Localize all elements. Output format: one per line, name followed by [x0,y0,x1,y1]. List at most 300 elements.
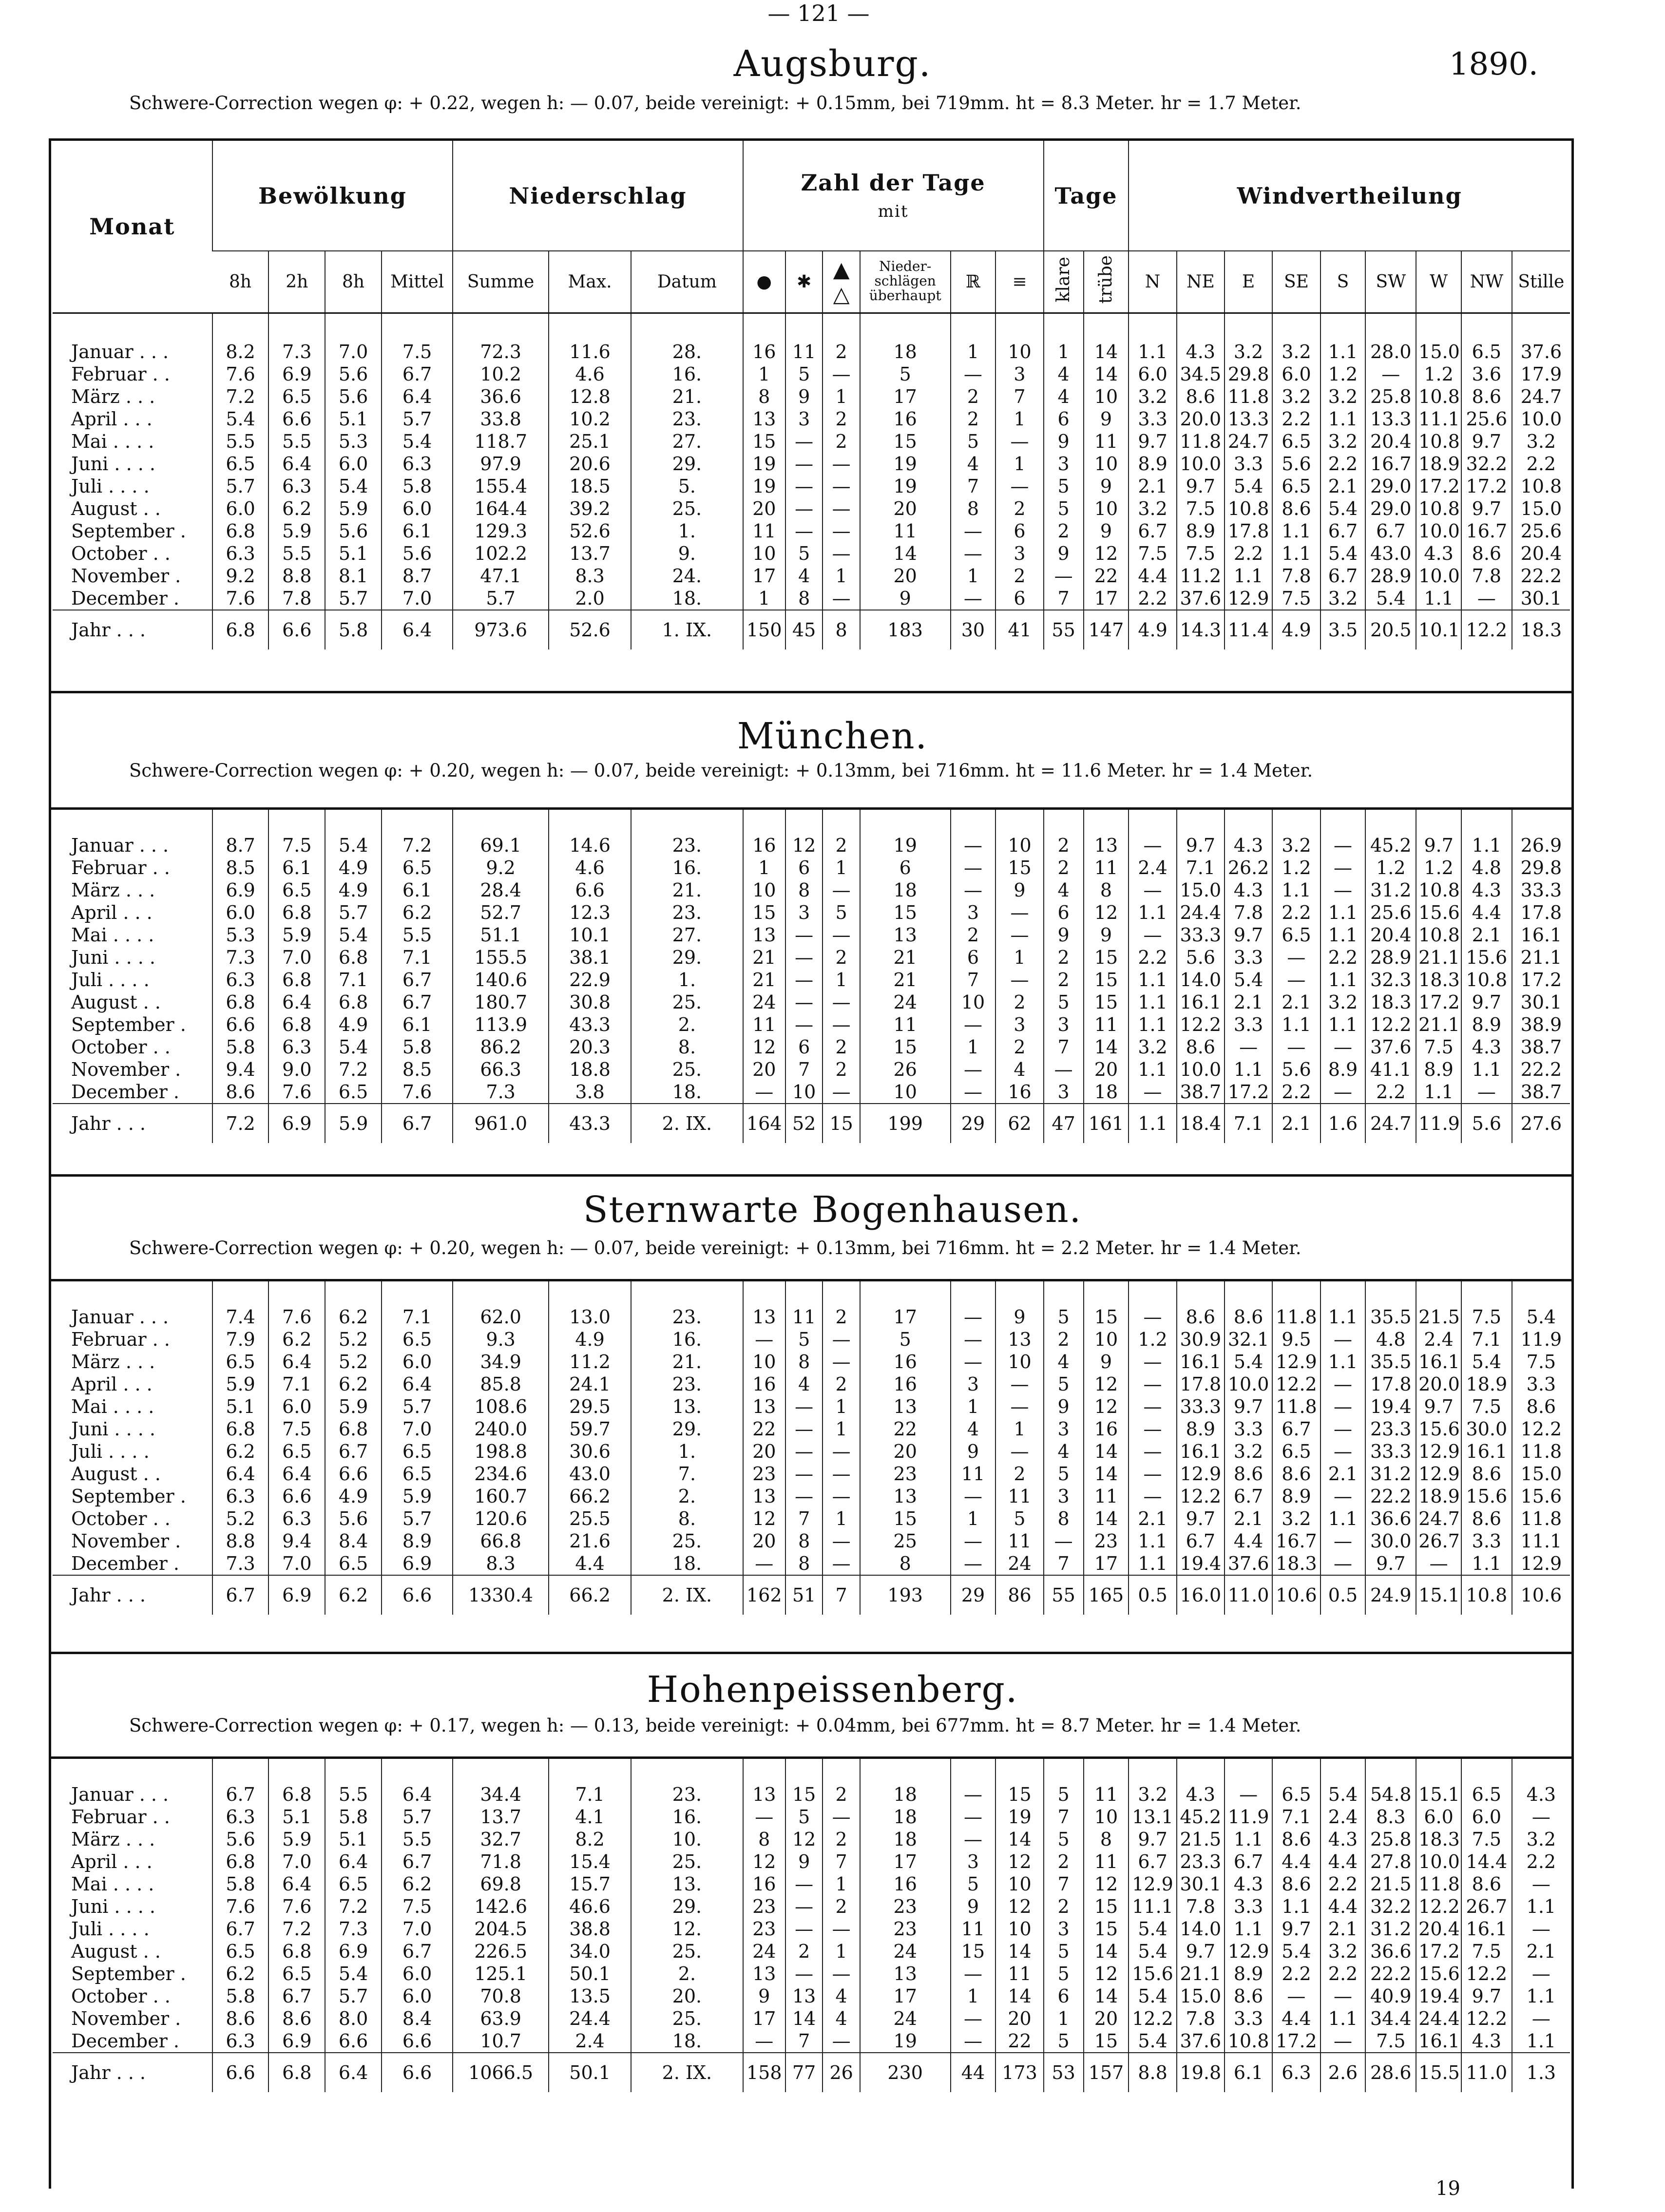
table-cell: 5.7 [382,1507,453,1530]
table-cell: 3.8 [549,1081,631,1104]
table-cell: 15.6 [1129,1963,1176,1985]
table-row [53,2030,1570,2053]
table-cell: 5.4 [1129,1940,1176,1963]
table-cell: 5.9 [212,1373,269,1395]
table-cell: 2 [995,1036,1043,1058]
table-cell: 66.3 [453,1058,549,1081]
table-cell: 8. [631,1507,743,1530]
table-cell: 19 [860,2030,951,2053]
table-cell: 165 [1084,1575,1129,1615]
table-cell: 4.4 [1272,2007,1320,2030]
table-cell: 3 [995,542,1043,565]
table-cell: 10 [995,313,1043,363]
table-cell: 7.6 [382,1081,453,1104]
month-label: December . [71,2030,179,2052]
table-cell: 2 [823,1036,860,1058]
table-cell: 1.2 [1365,857,1416,879]
table-cell: 6.2 [325,1279,382,1328]
table-cell: 1.1 [1321,1279,1366,1328]
table-cell: 43.3 [549,1013,631,1036]
col-summe: Summe [453,251,549,313]
table-cell: 15.1 [1416,1756,1461,1806]
station-table-muenchen [53,807,1570,1143]
station-correction-bogenhausen: Schwere-Correction wegen φ: + 0.20, wegen h: — 0.07, beide vereinigt: + 0.13mm, bei 716mm. ht = 2.2 Meter. hr = 1.4 Meter. [129,1238,1301,1259]
table-row-jahr [53,1575,1570,1615]
table-cell: 70.8 [453,1985,549,2007]
table-cell: 31.2 [1365,879,1416,901]
table-cell: 3.3 [1461,1530,1512,1552]
table-cell: 199 [860,1104,951,1143]
table-cell: 3 [1044,453,1084,475]
table-cell: 15 [743,901,785,924]
table-cell: 9 [1044,542,1084,565]
table-cell: 10 [1084,1806,1129,1828]
month-label: Mai . . . . [71,924,154,946]
table-cell: 16 [743,1373,785,1395]
table-cell: 29. [631,946,743,969]
station-correction-muenchen: Schwere-Correction wegen φ: + 0.20, wegen h: — 0.07, beide vereinigt: + 0.13mm, bei 716mm. ht = 11.6 Meter. hr = 1.4 Meter. [129,760,1313,781]
table-cell: 4.4 [1225,1530,1272,1552]
table-cell: — [995,475,1043,497]
table-cell: 26.2 [1225,857,1272,879]
table-cell: 7.0 [268,1850,325,1873]
table-cell: 18.3 [1416,1828,1461,1850]
table-cell: 6.5 [1461,1756,1512,1806]
table-cell: 50.1 [549,2053,631,2092]
table-cell: 5.4 [1129,2030,1176,2053]
table-cell: 16 [743,1873,785,1895]
table-cell: 6.9 [212,879,269,901]
table-cell: 16 [1084,1418,1129,1440]
rain-icon: ● [743,251,785,313]
table-cell: 2. IX. [631,2053,743,2092]
table-cell: 10.2 [453,363,549,385]
table-cell: 3.2 [1512,430,1570,453]
table-cell: 13.5 [549,1985,631,2007]
table-cell: 13 [860,924,951,946]
table-cell: 1.1 [1321,924,1366,946]
table-cell: 7.6 [212,1895,269,1918]
table-cell: 7.5 [382,1895,453,1918]
table-cell: — [1129,1373,1176,1395]
table-cell: 17.9 [1512,363,1570,385]
table-cell: 7 [823,1850,860,1873]
table-cell: — [1321,1440,1366,1463]
table-cell: — [743,1081,785,1104]
table-cell: — [1512,1806,1570,1828]
table-cell: 3.3 [1512,1373,1570,1395]
table-cell: 14.4 [1461,1850,1512,1873]
table-cell: — [785,1463,823,1485]
table-cell: 7. [631,1463,743,1485]
table-cell: 1.1 [1129,1013,1176,1036]
month-label: Juni . . . . [71,1896,155,1917]
table-cell: 5.2 [325,1351,382,1373]
table-cell: 5.4 [382,430,453,453]
table-cell: 16.1 [1177,1351,1225,1373]
table-cell: 15 [823,1104,860,1143]
col-wind-w: W [1416,251,1461,313]
table-cell: 6.3 [212,969,269,991]
table-cell: 17 [1084,1552,1129,1575]
table-cell: 14 [1084,1940,1129,1963]
table-cell: 69.8 [453,1873,549,1895]
table-cell: 7.5 [1461,1279,1512,1328]
table-cell: 24.7 [1225,430,1272,453]
month-label: Februar . . [71,1806,170,1828]
table-cell: — [785,1873,823,1895]
table-cell: 6.1 [382,520,453,542]
table-cell: 2.2 [1321,946,1366,969]
month-label: Februar . . [71,857,170,878]
table-cell: 10.8 [1416,924,1461,946]
table-cell: 7.1 [549,1756,631,1806]
table-cell: 26.9 [1512,807,1570,857]
table-cell: 29 [951,1575,996,1615]
table-cell: 11.2 [1177,565,1225,587]
table-cell: 11.9 [1512,1328,1570,1351]
table-cell: 6.8 [212,1850,269,1873]
table-cell: — [1044,1530,1084,1552]
section-divider [49,691,1574,693]
table-row [53,1828,1570,1850]
table-cell: 12 [1084,901,1129,924]
table-cell: 6.7 [382,991,453,1013]
table-cell: 6.9 [325,1940,382,1963]
month-label: April . . . [71,1851,153,1872]
table-cell: 7.5 [1129,542,1176,565]
table-cell: 2 [785,1940,823,1963]
table-cell: 13 [860,1395,951,1418]
table-cell: 8 [785,1552,823,1575]
table-cell: 23. [631,1756,743,1806]
table-cell: 3.2 [1321,587,1366,610]
table-cell: 12 [1084,1373,1129,1395]
table-cell: 1330.4 [453,1575,549,1615]
table-cell: 7 [951,969,996,991]
table-cell: 9.7 [1461,430,1512,453]
table-cell: 8 [1084,1828,1129,1850]
table-cell: — [823,475,860,497]
table-cell: 26 [823,2053,860,2092]
table-cell: 2.1 [1129,475,1176,497]
table-cell: 5.4 [1225,1351,1272,1373]
table-cell: 4.3 [1177,313,1225,363]
table-cell: 15.6 [1416,1963,1461,1985]
table-cell: 15 [1084,1279,1129,1328]
table-cell: 6.8 [212,610,269,649]
table-cell: 1 [823,1873,860,1895]
table-cell: 150 [743,610,785,649]
table-cell: 6.5 [382,1328,453,1351]
table-cell: 125.1 [453,1963,549,1985]
table-cell: 12. [631,1918,743,1940]
table-cell: 1.1 [1129,1552,1176,1575]
table-cell: 7.5 [1512,1351,1570,1373]
table-cell: 1 [951,1036,996,1058]
fog-icon: ≡ [995,251,1043,313]
table-cell: 5.4 [1321,1756,1366,1806]
table-cell: — [1461,587,1512,610]
table-cell: — [785,924,823,946]
table-cell: 3 [951,901,996,924]
table-cell: 63.9 [453,2007,549,2030]
table-cell: 7.2 [212,1104,269,1143]
table-cell: 6.5 [268,879,325,901]
table-cell: 8.4 [325,1530,382,1552]
month-label: Jahr . . . [53,610,212,649]
table-cell: 4.3 [1225,807,1272,857]
table-cell: 21.5 [1177,1828,1225,1850]
table-cell: 5.6 [1272,1058,1320,1081]
table-cell: 21 [860,969,951,991]
table-cell: 6.5 [382,857,453,879]
table-cell: 19 [860,453,951,475]
table-cell: 12 [785,807,823,857]
table-cell: 8 [1044,1507,1084,1530]
table-cell: 7.3 [268,313,325,363]
table-cell: 10 [743,1351,785,1373]
table-cell: — [1129,1279,1176,1328]
table-cell: 19 [743,453,785,475]
table-cell: 19.4 [1416,1985,1461,2007]
table-cell: 33.3 [1365,1440,1416,1463]
table-cell: 28.4 [453,879,549,901]
table-cell: 17 [1084,587,1129,610]
table-cell: 3.2 [1129,1756,1176,1806]
table-cell: 12 [785,1828,823,1850]
table-cell: 14.3 [1177,610,1225,649]
table-cell: 6.6 [325,2030,382,2053]
table-cell: — [823,1918,860,1940]
table-cell: 2 [823,946,860,969]
table-cell: 21 [860,946,951,969]
table-cell: 12.2 [1272,1373,1320,1395]
table-cell: 16 [743,313,785,363]
table-cell: — [823,924,860,946]
month-label: November . [71,565,181,587]
table-cell: 30 [951,610,996,649]
table-cell: 2.1 [1272,991,1320,1013]
table-cell: 37.6 [1512,313,1570,363]
table-cell: 8.3 [549,565,631,587]
table-cell: 9.7 [1177,1940,1225,1963]
table-cell: 6.7 [382,969,453,991]
table-cell: 15 [743,430,785,453]
section-divider [49,807,1574,810]
table-cell: — [951,1081,996,1104]
table-cell: 5.4 [212,408,269,430]
table-cell: 45 [785,610,823,649]
month-label: Juli . . . . [71,476,150,497]
table-cell: 20 [743,1440,785,1463]
table-cell: 6.0 [325,453,382,475]
table-cell: 1.1 [1512,1985,1570,2007]
table-cell: 34.0 [549,1940,631,1963]
table-cell: 6.1 [382,879,453,901]
table-cell: 6.0 [1416,1806,1461,1828]
table-cell: 13 [743,1395,785,1418]
table-cell: 2.2 [1272,901,1320,924]
table-cell: 973.6 [453,610,549,649]
table-cell: — [1321,1081,1366,1104]
table-cell: 6 [1044,901,1084,924]
table-cell: 6.5 [1461,313,1512,363]
table-cell: 1.1 [1129,313,1176,363]
table-cell: 6.2 [212,1440,269,1463]
niederschlaege-label: Nieder-schlägen überhaupt [869,258,941,304]
table-cell: 71.8 [453,1850,549,1873]
table-cell: 8.9 [1461,1013,1512,1036]
table-cell: 8.6 [1177,1036,1225,1058]
table-cell: 29. [631,1895,743,1918]
table-cell: 17 [860,1850,951,1873]
table-cell: 8 [743,385,785,408]
table-cell: 11.4 [1225,610,1272,649]
table-cell: 24 [860,2007,951,2030]
table-cell: 11 [785,313,823,363]
table-cell: 3.2 [1321,1940,1366,1963]
table-cell: 5.8 [212,1873,269,1895]
table-cell: 10 [1084,453,1129,475]
table-cell: 7.0 [382,1418,453,1440]
col-mittel: Mittel [382,251,453,313]
table-cell: 19 [743,475,785,497]
month-label: December . [71,588,179,609]
table-cell: 14 [785,2007,823,2030]
table-cell: 15 [860,1507,951,1530]
table-cell: 7 [1044,1806,1084,1828]
table-cell: 8.6 [1225,1279,1272,1328]
table-cell: 8.8 [1129,2053,1176,2092]
table-cell: 16 [860,1351,951,1373]
table-cell: 20.4 [1416,1918,1461,1940]
table-cell: 52.6 [549,610,631,649]
table-cell: 7.8 [1177,1895,1225,1918]
table-cell: 6.2 [268,1328,325,1351]
table-cell: 1 [951,565,996,587]
table-cell: 118.7 [453,430,549,453]
table-cell: — [1129,1463,1176,1485]
table-cell: 23 [860,1918,951,1940]
table-cell: 2. [631,1963,743,1985]
table-cell: 11 [1084,430,1129,453]
col-max: Max. [549,251,631,313]
table-cell: 6.7 [212,1756,269,1806]
table-cell: 23 [743,1918,785,1940]
table-cell: 13 [995,1328,1043,1351]
table-cell: 6.5 [212,453,269,475]
table-cell: 7.8 [1225,901,1272,924]
table-cell: 1.1 [1272,1013,1320,1036]
table-cell: 1.2 [1416,857,1461,879]
table-cell: 21.1 [1512,946,1570,969]
table-cell: 7.0 [382,1918,453,1940]
table-cell: 9 [1044,430,1084,453]
table-cell: — [785,1418,823,1440]
table-row [53,901,1570,924]
table-cell: 14.6 [549,807,631,857]
table-cell: 12 [995,1895,1043,1918]
table-cell: 6.0 [382,1985,453,2007]
table-cell: 2.2 [1512,453,1570,475]
table-cell: 11 [1084,1756,1129,1806]
col-header-tage: Tage [1044,141,1129,251]
table-cell: 4 [1044,879,1084,901]
table-cell: 6.0 [1129,363,1176,385]
table-cell: 5.3 [325,430,382,453]
table-cell: 2 [951,408,996,430]
table-cell: 15.6 [1461,1485,1512,1507]
table-row [53,1806,1570,1828]
col-2h: 2h [268,251,325,313]
table-cell: 1.1 [1129,991,1176,1013]
table-cell: 1.1 [1321,1351,1366,1373]
table-cell: 6.1 [268,857,325,879]
table-row [53,1440,1570,1463]
table-cell: 2.2 [1129,587,1176,610]
table-cell: 180.7 [453,991,549,1013]
table-cell: 35.5 [1365,1279,1416,1328]
table-cell: 34.5 [1177,363,1225,385]
table-cell: 8.6 [1177,1279,1225,1328]
table-cell: 29. [631,453,743,475]
table-cell: 17 [743,2007,785,2030]
table-cell: 3.3 [1225,1013,1272,1036]
table-cell: 24 [743,1940,785,1963]
table-cell: 4.3 [1321,1828,1366,1850]
table-cell: 9 [1084,520,1129,542]
month-label: April . . . [71,408,153,430]
col-wind-e: E [1225,251,1272,313]
table-cell: 32.3 [1365,969,1416,991]
table-cell: 30.0 [1365,1530,1416,1552]
table-cell: 9.7 [1129,1828,1176,1850]
table-cell: — [823,1013,860,1036]
table-cell: 1066.5 [453,2053,549,2092]
table-cell: 11.8 [1177,430,1225,453]
table-cell: 32.2 [1365,1895,1416,1918]
month-label: Mai . . . . [71,1873,154,1895]
table-row-jahr [53,1104,1570,1143]
table-cell: 30.1 [1177,1873,1225,1895]
table-cell: 18.5 [549,475,631,497]
table-cell: — [785,1963,823,1985]
table-cell: 24.1 [549,1373,631,1395]
table-cell: 5.6 [325,385,382,408]
table-cell: 8.1 [325,565,382,587]
table-row [53,1463,1570,1485]
table-cell: 24.7 [1416,1507,1461,1530]
table-cell: — [951,857,996,879]
table-cell: 10 [785,1081,823,1104]
table-cell: 6.5 [212,1351,269,1373]
table-cell: 12.9 [1272,1351,1320,1373]
table-cell: 8 [823,610,860,649]
table-cell: 4.4 [1321,1850,1366,1873]
table-cell: 6.5 [268,385,325,408]
table-cell: 5 [995,1507,1043,1530]
table-cell: 13.7 [549,542,631,565]
col-header-monat: Monat [53,141,212,313]
table-cell: 12.9 [1512,1552,1570,1575]
table-cell: 37.6 [1177,2030,1225,2053]
table-cell: 5 [951,1873,996,1895]
table-cell: 10.2 [549,408,631,430]
table-cell: 20.4 [1365,430,1416,453]
table-cell: 3.3 [1225,1418,1272,1440]
table-cell: 5.5 [325,1756,382,1806]
